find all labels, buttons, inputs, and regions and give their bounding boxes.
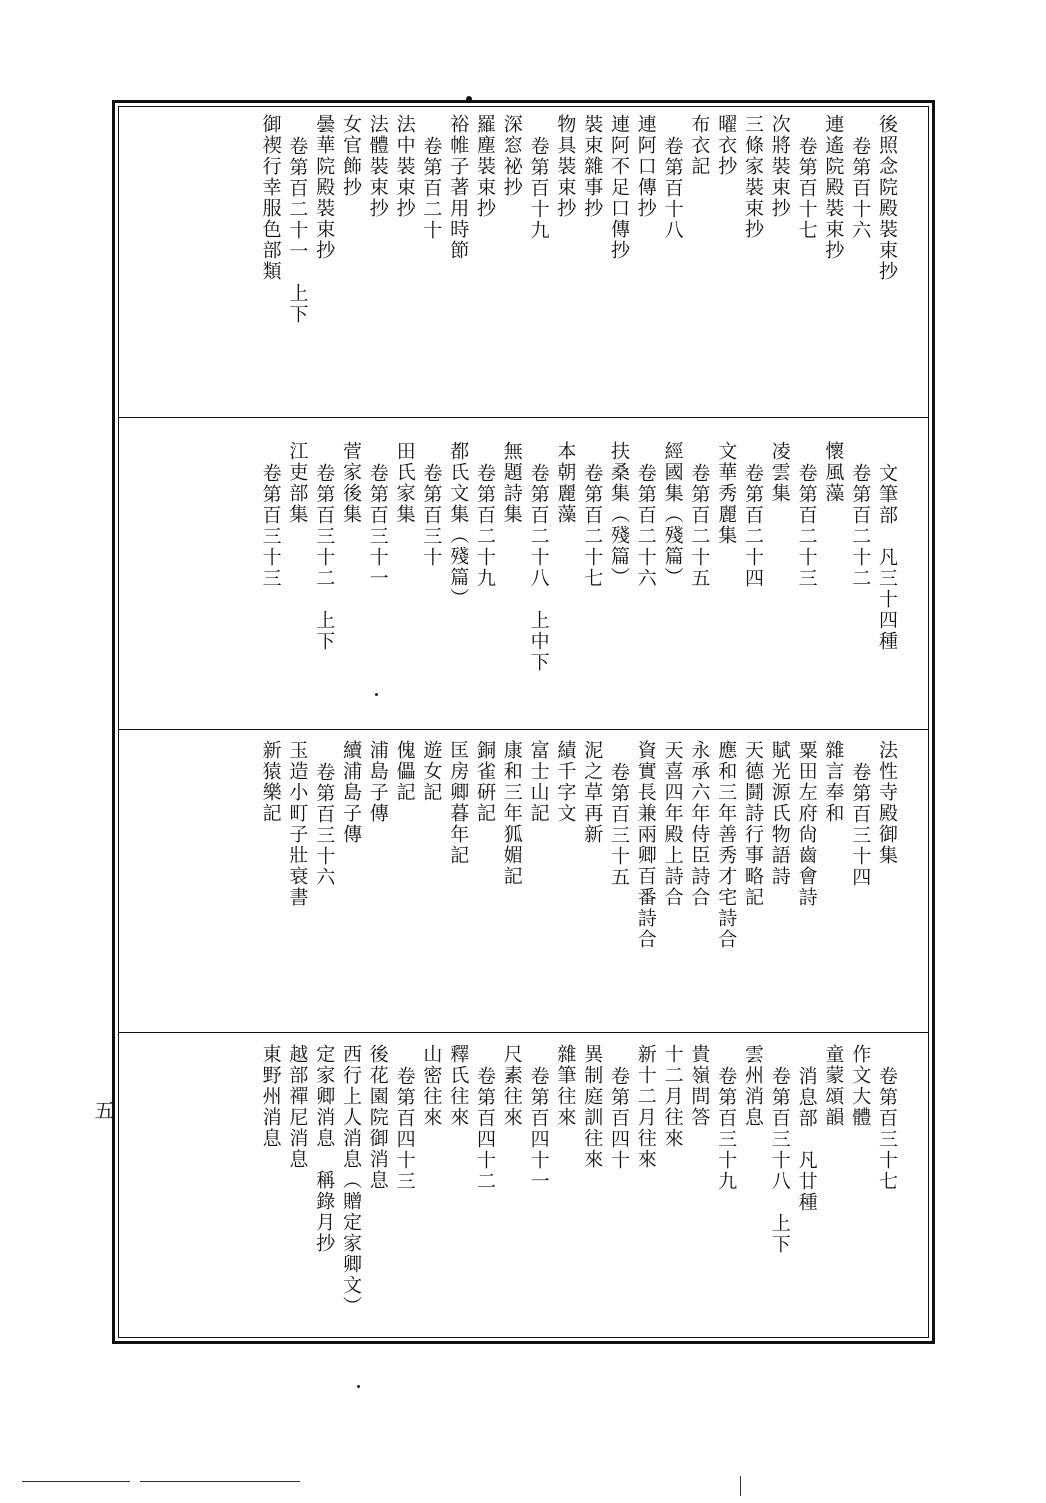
catalog-entry: 新猿樂記 <box>259 740 282 824</box>
catalog-entry: 御禊行幸服色部類 <box>259 114 282 282</box>
catalog-entry: 永承六年侍臣詩合 <box>688 740 711 908</box>
catalog-entry: 山密往來 <box>420 1044 443 1128</box>
catalog-entry: 物具裝束抄 <box>554 114 577 219</box>
catalog-entry: 裕帷子著用時節 <box>447 114 470 261</box>
catalog-entry: 深窓祕抄 <box>500 114 523 198</box>
catalog-entry: 裝束雜事抄 <box>581 114 604 219</box>
catalog-entry: 異制庭訓往來 <box>581 1044 604 1170</box>
catalog-entry: 布衣記 <box>688 114 711 177</box>
catalog-entry: 定家卿消息 稱錄月抄 <box>313 1044 336 1254</box>
scan-speck <box>357 1385 360 1388</box>
catalog-entry: 續浦島子傳 <box>340 740 362 845</box>
catalog-entry: 卷第百二十二 <box>849 463 872 589</box>
catalog-entry: 新十二月往來 <box>634 1044 657 1170</box>
scan-edge-rule <box>140 1481 300 1482</box>
catalog-entry: 匡房卿暮年記 <box>447 740 470 866</box>
catalog-entry: 扶桑集（殘篇） <box>608 441 630 588</box>
page-number: 五 <box>91 1100 115 1120</box>
catalog-entry: 貴嶺問答 <box>688 1044 711 1128</box>
catalog-entry: 天喜四年殿上詩合 <box>661 740 684 908</box>
catalog-entry: 卷第百四十三 <box>393 1066 416 1192</box>
catalog-entry: 懷風藻 <box>822 441 845 504</box>
catalog-entry: 泥之草再新 <box>581 740 604 845</box>
catalog-entry: 無題詩集 <box>500 441 523 525</box>
catalog-entry: 卷第百三十八 上下 <box>768 1066 791 1255</box>
catalog-entry: 凌雲集 <box>768 441 791 504</box>
catalog-entry: 都氏文集（殘篇） <box>447 441 470 609</box>
catalog-entry: 卷第百三十九 <box>715 1066 738 1192</box>
catalog-entry: 菅家後集 <box>340 441 362 525</box>
scan-edge-rule <box>22 1481 130 1482</box>
catalog-entry: 遊女記 <box>420 740 443 803</box>
catalog-entry: 東野州消息 <box>259 1044 282 1149</box>
catalog-entry: 法性寺殿御集 <box>876 740 898 866</box>
catalog-entry: 傀儡記 <box>393 740 416 803</box>
catalog-entry: 越部禪尼消息 <box>286 1044 309 1170</box>
catalog-entry: 雜言奉和 <box>822 740 845 824</box>
catalog-entry: 連阿口傳抄 <box>634 114 657 219</box>
catalog-entry: 三條家裝束抄 <box>742 114 764 240</box>
catalog-entry: 卷第百十六 <box>849 136 872 241</box>
catalog-entry: 賦光源氏物語詩 <box>768 740 791 887</box>
catalog-entry: 卷第百三十三 <box>259 463 282 589</box>
catalog-entry: 卷第百三十 <box>420 463 443 568</box>
catalog-entry: 童蒙頌韻 <box>822 1044 845 1128</box>
catalog-entry: 法體裝束抄 <box>366 114 389 219</box>
catalog-entry: 資實長兼兩卿百番詩合 <box>634 740 657 950</box>
catalog-entry: 康和三年狐媚記 <box>500 740 523 887</box>
catalog-entry: 卷第百三十六 <box>313 762 336 888</box>
catalog-entry: 文筆部 凡三十四種 <box>876 463 898 652</box>
catalog-entry: 連遙院殿裝束抄 <box>822 114 845 261</box>
catalog-band-4 <box>118 1040 929 1335</box>
catalog-entry: 卷第百四十一 <box>527 1066 550 1192</box>
catalog-entry: 卷第百二十五 <box>688 463 711 589</box>
catalog-entry: 卷第百二十七 <box>581 463 604 589</box>
catalog-entry: 卷第百四十 <box>608 1066 630 1171</box>
catalog-entry: 卷第百二十四 <box>742 463 764 589</box>
catalog-entry: 西行上人消息（贈定家卿文） <box>340 1044 362 1317</box>
catalog-entry: 田氏家集 <box>393 441 416 525</box>
top-registration-mark <box>466 96 472 102</box>
catalog-entry: 文華秀麗集 <box>715 441 738 546</box>
catalog-entry: 經國集（殘篇） <box>661 441 684 588</box>
catalog-band-2 <box>118 437 929 727</box>
catalog-entry: 卷第百三十七 <box>876 1066 898 1192</box>
catalog-entry: 消息部 凡廿種 <box>795 1066 818 1213</box>
catalog-band-1 <box>118 110 929 415</box>
scan-edge-rule <box>740 1476 743 1496</box>
catalog-entry: 雲州消息 <box>742 1044 764 1128</box>
catalog-entry: 績千字文 <box>554 740 577 824</box>
catalog-entry: 粟田左府尙齒會詩 <box>795 740 818 908</box>
catalog-band-3 <box>118 736 929 1030</box>
scan-speck <box>375 693 378 696</box>
catalog-entry: 卷第百二十九 <box>474 463 496 589</box>
catalog-entry: 曜衣抄 <box>715 114 738 177</box>
catalog-entry: 卷第百三十一 <box>366 463 389 589</box>
catalog-entry: 羅塵裝束抄 <box>474 114 496 219</box>
catalog-entry: 卷第百二十六 <box>634 463 657 589</box>
catalog-entry: 卷第百二十八 上中下 <box>527 463 550 673</box>
catalog-entry: 卷第百十九 <box>527 136 550 241</box>
catalog-entry: 卷第百四十二 <box>474 1066 496 1192</box>
catalog-entry: 作文大體 <box>849 1044 872 1128</box>
catalog-entry: 卷第百十七 <box>795 136 818 241</box>
catalog-entry: 銅雀硏記 <box>474 740 496 824</box>
catalog-entry: 卷第百三十四 <box>849 762 872 888</box>
catalog-entry: 玉造小町子壯衰書 <box>286 740 309 908</box>
catalog-entry: 天德鬪詩行事略記 <box>742 740 764 908</box>
catalog-entry: 次將裝束抄 <box>768 114 791 219</box>
catalog-entry: 本朝麗藻 <box>554 441 577 525</box>
catalog-entry: 卷第百三十五 <box>608 762 630 888</box>
catalog-entry: 卷第百十八 <box>661 136 684 241</box>
catalog-entry: 卷第百二十一 上下 <box>286 136 309 325</box>
catalog-entry: 尺素往來 <box>500 1044 523 1128</box>
catalog-entry: 女官飾抄 <box>340 114 362 198</box>
catalog-entry: 卷第百二十 <box>420 136 443 241</box>
catalog-entry: 法中裝束抄 <box>393 114 416 219</box>
catalog-entry: 雜筆往來 <box>554 1044 577 1128</box>
catalog-entry: 江吏部集 <box>286 441 309 525</box>
catalog-entry: 十二月往來 <box>661 1044 684 1149</box>
catalog-entry: 應和三年善秀才宅詩合 <box>715 740 738 950</box>
catalog-entry: 浦島子傳 <box>366 740 389 824</box>
catalog-entry: 曇華院殿裝束抄 <box>313 114 336 261</box>
catalog-entry: 連阿不足口傳抄 <box>608 114 630 261</box>
catalog-entry: 卷第百二十三 <box>795 463 818 589</box>
catalog-entry: 釋氏往來 <box>447 1044 470 1128</box>
catalog-entry: 後花園院御消息 <box>366 1044 389 1191</box>
catalog-entry: 卷第百三十二 上下 <box>313 463 336 652</box>
catalog-entry: 富士山記 <box>527 740 550 824</box>
catalog-entry: 後照念院殿裝束抄 <box>876 114 898 282</box>
